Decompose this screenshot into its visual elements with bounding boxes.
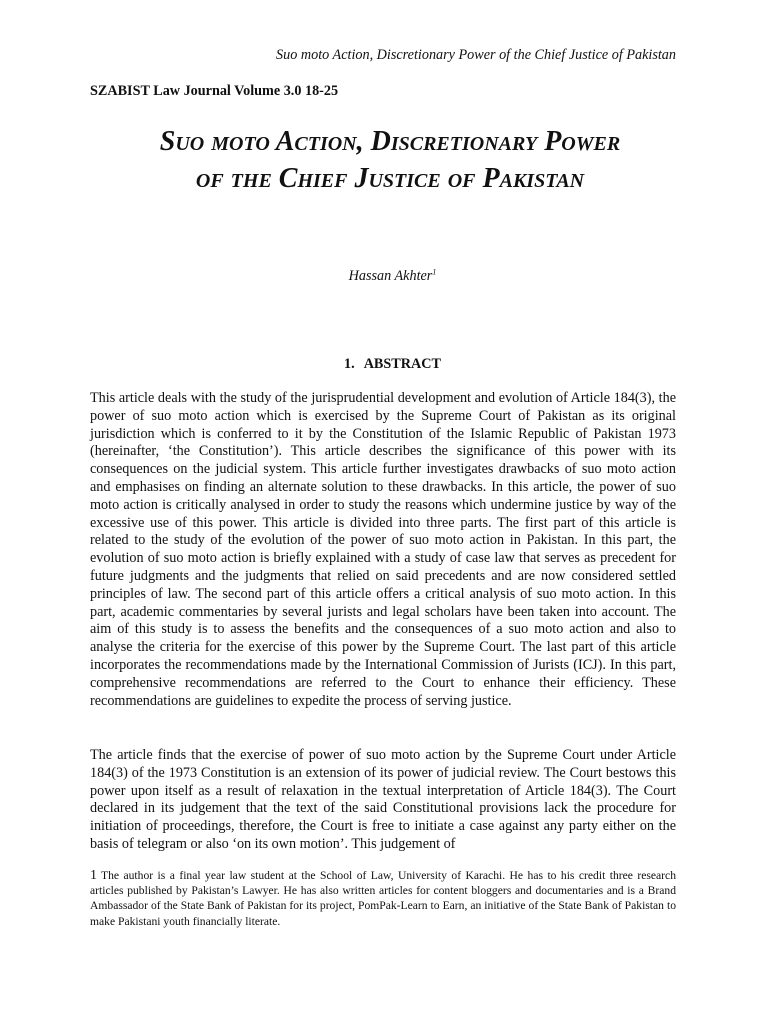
author-line	[0, 268, 768, 285]
footnote-text: The author is a final year law student at the School of Law, University of Karachi. He has to his credit three research articles published by Pakistan’s Lawyer. He has also written articles for content bloggers and documentaries and is a Brand Ambassador of the State Bank of Pakistan for its project, PomPak-Learn to Earn, an initiative of the State Bank of Pakistan to make Pakistani youth financially literate.	[90, 869, 676, 928]
author-footnote-marker[interactable]: 1	[432, 267, 437, 277]
article-title: Suo moto Action, Discretionary Power of the Chief Justice of Pakistan	[159, 126, 621, 194]
journal-citation: SZABIST Law Journal Volume 3.0 18-25	[90, 83, 339, 99]
footnote-number: 1	[90, 868, 97, 883]
abstract-paragraph-2: The article finds that the exercise of power of suo moto action by the Supreme Court under Article 184(3) of the 1973 Constitution is an extension of its power of judicial review. The Court bestows this power upon itself as a result of relaxation in the textual interpretation of Article 184(3). The Court declared in its judgement that the text of the said Constitutional provisions lack the procedure for initiation of proceedings, therefore, the Court is free to initiate a case against any party either on the basis of telegram or also ‘on its own motion’. This judgement of	[90, 747, 676, 852]
section-title: ABSTRACT	[363, 356, 441, 372]
section-heading	[0, 356, 768, 373]
abstract-paragraph-1: This article deals with the study of the jurisprudential development and evolution of Article 184(3), the power of suo moto action which is exercised by the Supreme Court of Pakistan as its original jurisdiction which is conferred to it by the Constitution of the Islamic Republic of Pakistan 1973 (hereinafter, ‘the Constitution’). This article describes the significance of this power with its consequences on the judicial system. This article further investigates drawbacks of suo moto action and emphasises on finding an alternate solution to these drawbacks. In this article, the power of suo moto action is critically analysed in order to study the reasons which undermine justice by way of the excessive use of this power. This article is divided into three parts. The first part of this article is related to the study of the evolution of the power of suo moto action in Pakistan. In this part, the evolution of suo moto action is briefly explained with a study of case law that serves as precedent for future judgments and the judgments that relied on said precedents and are now considered settled principles of law. The second part of this article offers a critical analysis of suo moto action. In this part, academic commentaries by several jurists and legal scholars have been taken into account. The aim of this study is to assess the benefits and the consequences of a suo moto action and also to analyse the criteria for the exercise of this power by the Supreme Court. The last part of this article incorporates the recommendations made by the International Commission of Jurists (ICJ). In this part, comprehensive recommendations are referred to the Court to enhance their efficiency. These recommendations are guidelines to expedite the process of serving justice.	[90, 390, 676, 709]
section-number: 1.	[344, 356, 355, 372]
author-name: Hassan Akhter	[348, 268, 433, 284]
footnote	[90, 868, 676, 929]
running-header: Suo moto Action, Discretionary Power of the Chief Justice of Pakistan	[276, 47, 676, 63]
